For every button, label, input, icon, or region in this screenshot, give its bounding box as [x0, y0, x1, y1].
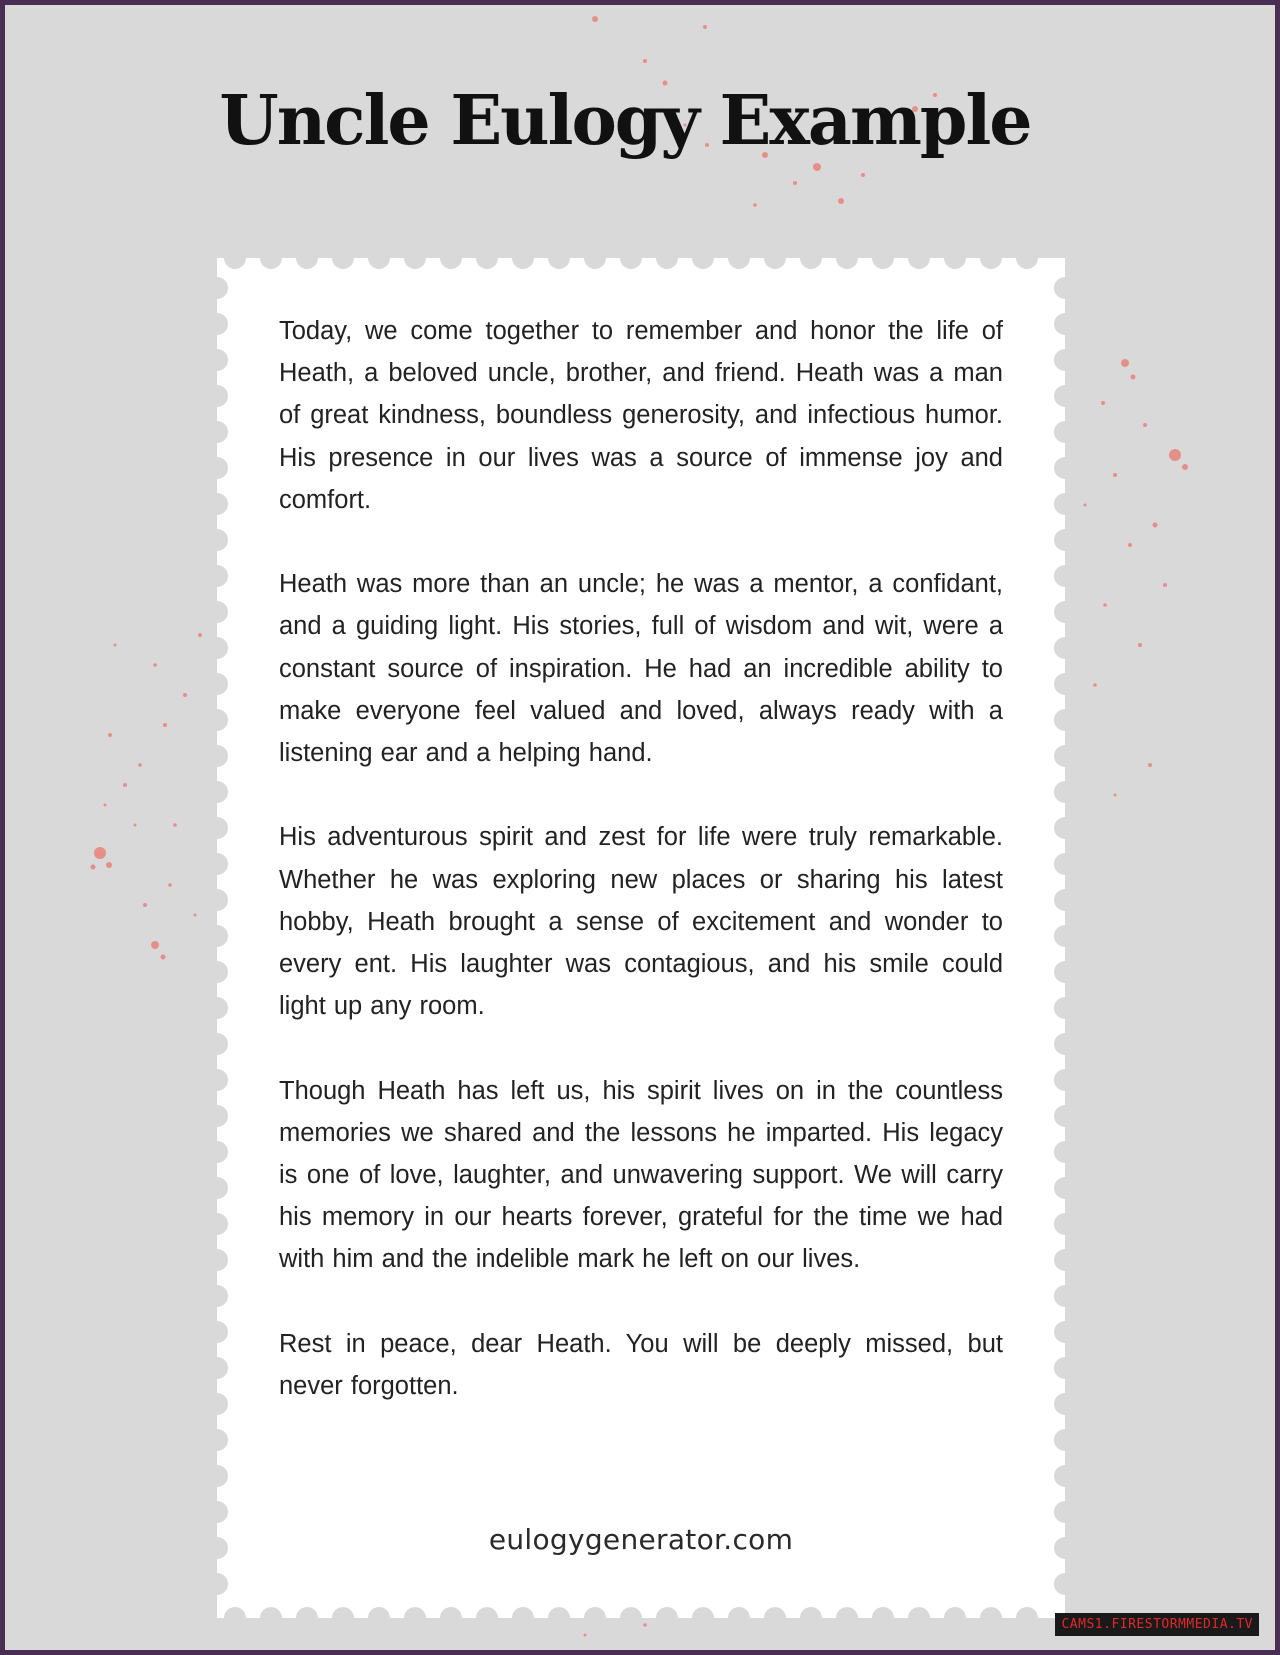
stamp-perforation: [1054, 817, 1065, 839]
stamp-perforation: [512, 1607, 534, 1618]
stamp-perforation: [584, 1607, 606, 1618]
stamp-perforation: [980, 1607, 1002, 1618]
stamp-perforation: [980, 258, 1002, 269]
stamp-perforation: [260, 258, 282, 269]
stamp-perforation: [1054, 925, 1065, 947]
stamp-perforation: [512, 258, 534, 269]
stamp-perforation: [1054, 709, 1065, 731]
stamp-perforation: [217, 997, 228, 1019]
stamp-perforation: [1054, 745, 1065, 767]
stamp-perforation: [476, 1607, 498, 1618]
stamp-perforation: [1054, 637, 1065, 659]
stamp-perforation: [368, 1607, 390, 1618]
stamp-perforation: [217, 637, 228, 659]
stamp-perforation: [1054, 673, 1065, 695]
stamp-perforation: [217, 1393, 228, 1415]
stamp-perforation: [217, 277, 228, 299]
stamp-perforation: [872, 258, 894, 269]
stamp-perforation: [1054, 1429, 1065, 1451]
stamp-perforation: [1054, 1501, 1065, 1523]
stamp-perforation: [404, 1607, 426, 1618]
stamp-perforation: [1054, 853, 1065, 875]
stamp-perforation: [217, 1321, 228, 1343]
stamp-perforation: [217, 1177, 228, 1199]
stamp-perforation: [620, 258, 642, 269]
watermark: CAMS1.FIRESTORMMEDIA.TV: [1055, 1613, 1259, 1636]
stamp-perforation: [217, 1033, 228, 1055]
stamp-perforation: [1054, 1357, 1065, 1379]
stamp-perforation: [1054, 1393, 1065, 1415]
stamp-perforation: [1054, 565, 1065, 587]
stamp-perforation: [217, 421, 228, 443]
eulogy-paragraph: His adventurous spirit and zest for life were truly remarkable. Whether he was exploring new places or sharing his latest hobby, Heath brought a sense of excitement and wonder to every ent. His laughter was contagious, and his smile could light up any room.: [279, 823, 1003, 1021]
stamp-perforation: [217, 853, 228, 875]
stamp-perforation: [217, 709, 228, 731]
stamp-perforation: [217, 601, 228, 623]
stamp-perforation: [217, 493, 228, 515]
stamp-perforation: [217, 781, 228, 803]
stamp-perforation: [764, 1607, 786, 1618]
stamp-perforation: [908, 1607, 930, 1618]
stamp-perforation: [217, 1573, 228, 1595]
stamp-perforation: [1054, 961, 1065, 983]
stamp-perforation: [836, 1607, 858, 1618]
stamp-perforation: [1054, 1069, 1065, 1091]
stamp-perforation: [260, 1607, 282, 1618]
stamp-perforation: [1054, 277, 1065, 299]
site-url: eulogygenerator.com: [488, 1523, 794, 1556]
stamp-perforation: [217, 457, 228, 479]
stamp-perforation: [217, 565, 228, 587]
stamp-perforation: [217, 1105, 228, 1127]
stamp-perforation: [224, 1607, 246, 1618]
eulogy-card: [217, 258, 1065, 1618]
stamp-perforation: [548, 1607, 570, 1618]
eulogy-paragraph: Rest in peace, dear Heath. You will be deeply missed, but never forgotten.: [279, 1329, 1003, 1401]
stamp-perforation: [692, 1607, 714, 1618]
stamp-perforation: [296, 258, 318, 269]
stamp-perforation: [217, 1141, 228, 1163]
stamp-perforation: [1054, 1177, 1065, 1199]
stamp-perforation: [620, 1607, 642, 1618]
stamp-perforation: [217, 961, 228, 983]
stamp-perforation: [548, 258, 570, 269]
stamp-perforation: [1054, 1033, 1065, 1055]
stamp-perforation: [1054, 1285, 1065, 1307]
stamp-perforation: [1054, 493, 1065, 515]
stamp-perforation: [728, 258, 750, 269]
stamp-perforation: [1054, 1465, 1065, 1487]
stamp-perforation: [1016, 258, 1038, 269]
stamp-perforation: [296, 1607, 318, 1618]
stamp-perforation: [800, 258, 822, 269]
eulogy-text: [279, 310, 1003, 1449]
stamp-perforation: [217, 817, 228, 839]
eulogy-paragraph: Today, we come together to remember and honor the life of Heath, a beloved uncle, brother, and friend. Heath was a man of great kindness, boundless generosity, and infectious humor. His presence in our lives was a source of immense joy and comfort.: [279, 317, 1003, 514]
stamp-perforation: [217, 313, 228, 335]
stamp-perforation: [656, 1607, 678, 1618]
eulogy-paragraph: Though Heath has left us, his spirit lives on in the countless memories we shared and the lessons he imparted. His legacy is one of love, laughter, and unwavering support. We will carry his memory in our hearts forever, grateful for the time we had with him and the indelible mark he left on our lives.: [279, 1076, 1003, 1274]
stamp-perforation: [217, 925, 228, 947]
stamp-perforation: [440, 258, 462, 269]
stamp-perforation: [368, 258, 390, 269]
stamp-perforation: [1054, 1141, 1065, 1163]
stamp-perforation: [217, 349, 228, 371]
stamp-perforation: [217, 1465, 228, 1487]
stamp-perforation: [332, 1607, 354, 1618]
stamp-perforation: [476, 258, 498, 269]
stamp-perforation: [836, 258, 858, 269]
stamp-perforation: [800, 1607, 822, 1618]
page-title: Uncle Eulogy Example: [219, 81, 1031, 161]
stamp-perforation: [1054, 313, 1065, 335]
stamp-perforation: [404, 258, 426, 269]
stamp-perforation: [584, 258, 606, 269]
stamp-perforation: [1054, 1105, 1065, 1127]
stamp-perforation: [217, 1069, 228, 1091]
stamp-perforation: [1054, 601, 1065, 623]
stamp-perforation: [440, 1607, 462, 1618]
stamp-perforation: [1054, 889, 1065, 911]
stamp-perforation: [872, 1607, 894, 1618]
stamp-perforation: [944, 258, 966, 269]
stamp-perforation: [217, 673, 228, 695]
stamp-perforation: [1054, 781, 1065, 803]
stamp-perforation: [217, 745, 228, 767]
stamp-perforation: [217, 1213, 228, 1235]
stamp-perforation: [944, 1607, 966, 1618]
stamp-perforation: [217, 889, 228, 911]
stamp-perforation: [217, 1249, 228, 1271]
stamp-perforation: [1054, 1249, 1065, 1271]
stamp-perforation: [217, 385, 228, 407]
stamp-perforation: [1054, 457, 1065, 479]
stamp-perforation: [217, 1501, 228, 1523]
page-background: [5, 5, 1275, 1650]
stamp-perforation: [656, 258, 678, 269]
stamp-perforation: [1054, 997, 1065, 1019]
stamp-perforation: [764, 258, 786, 269]
stamp-perforation: [217, 529, 228, 551]
stamp-perforation: [217, 1429, 228, 1451]
stamp-perforation: [1054, 1321, 1065, 1343]
eulogy-paragraph: Heath was more than an uncle; he was a mentor, a confidant, and a guiding light. His stories, full of wisdom and wit, were a constant source of inspiration. He had an incredible ability to make everyone feel valued and loved, always ready with a listening ear and a helping hand.: [279, 570, 1003, 768]
stamp-perforation: [224, 258, 246, 269]
stamp-perforation: [217, 1285, 228, 1307]
stamp-perforation: [908, 258, 930, 269]
stamp-perforation: [1054, 421, 1065, 443]
stamp-perforation: [217, 1357, 228, 1379]
stamp-perforation: [332, 258, 354, 269]
stamp-perforation: [1054, 349, 1065, 371]
stamp-perforation: [1054, 1213, 1065, 1235]
stamp-perforation: [1016, 1607, 1038, 1618]
stamp-perforation: [728, 1607, 750, 1618]
stamp-perforation: [1054, 385, 1065, 407]
stamp-perforation: [1054, 529, 1065, 551]
stamp-perforation: [692, 258, 714, 269]
stamp-perforation: [1054, 1573, 1065, 1595]
